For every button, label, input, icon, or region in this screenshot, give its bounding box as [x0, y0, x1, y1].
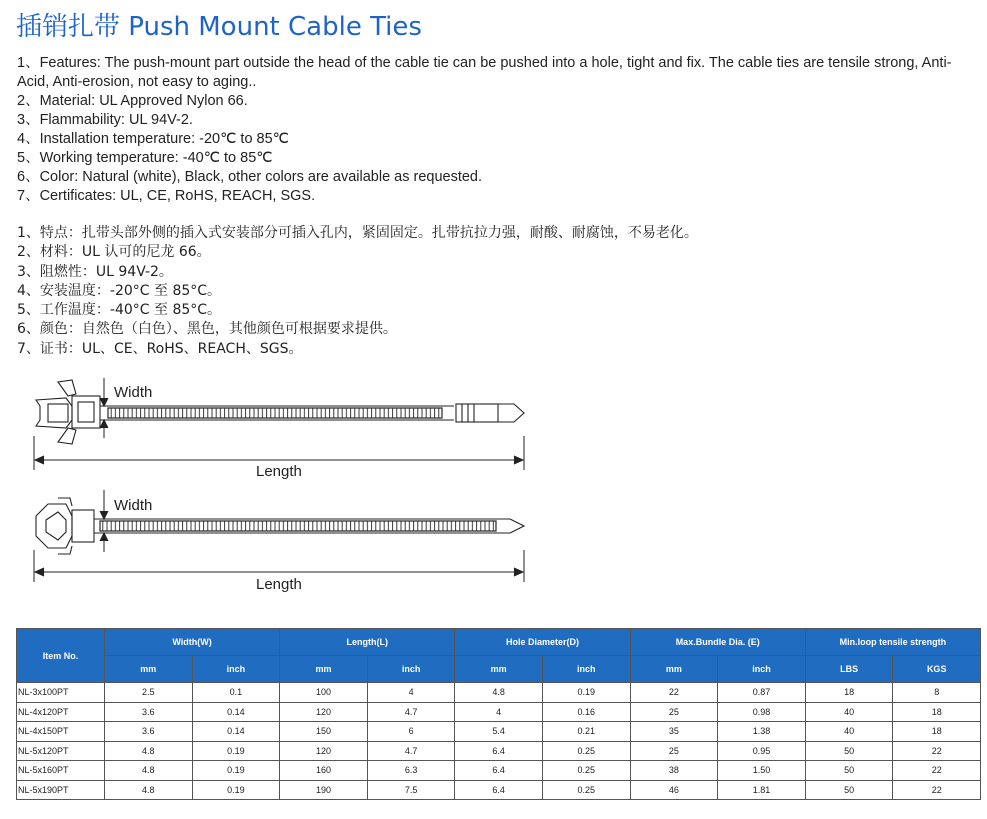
table-header-row [17, 629, 981, 656]
header-unit: KGS [893, 656, 981, 683]
table-cell: 0.1 [192, 683, 280, 703]
table-cell: 0.19 [192, 761, 280, 781]
cable-tie-2-drawing [36, 498, 524, 554]
table-cell: 0.21 [542, 722, 630, 742]
table-cell: 4 [367, 683, 455, 703]
table-cell: 0.19 [192, 741, 280, 761]
item-no-cell: NL-5x190PT [17, 780, 105, 800]
table-cell: 50 [805, 761, 893, 781]
header-unit: inch [542, 656, 630, 683]
table-cell: 6.4 [455, 761, 543, 781]
header-unit: mm [455, 656, 543, 683]
header-unit: inch [192, 656, 280, 683]
table-cell: 4.7 [367, 741, 455, 761]
table-row [17, 780, 981, 800]
table-cell: 1.50 [718, 761, 806, 781]
features-cn-list [17, 224, 972, 359]
table-row [17, 761, 981, 781]
table-cell: 150 [280, 722, 368, 742]
table-cell: 0.25 [542, 761, 630, 781]
feature-cn-item: 6、颜色：自然色（白色）、黑色，其他颜色可根据要求提供。 [17, 321, 397, 338]
table-cell: 35 [630, 722, 718, 742]
table-cell: 46 [630, 780, 718, 800]
table-cell: 38 [630, 761, 718, 781]
table-cell: 4.7 [367, 702, 455, 722]
table-cell: 50 [805, 741, 893, 761]
specs-table [16, 628, 981, 800]
feature-en-item: 6、Color: Natural (white), Black, other colors are available as requested. [17, 169, 483, 185]
header-unit: LBS [805, 656, 893, 683]
feature-en-item: 5、Working temperature: -40℃ to 85℃ [17, 150, 273, 166]
feature-cn-item: 1、特点：扎带头部外侧的插入式安装部分可插入孔内，紧固固定。扎带抗拉力强，耐酸、耐腐蚀，不易老化。 [17, 225, 698, 241]
width-label-1: Width [114, 384, 153, 401]
table-cell: 3.6 [105, 702, 193, 722]
cable-tie-diagram [0, 370, 560, 610]
feature-en-item: 3、Flammability: UL 94V-2. [17, 112, 193, 128]
header-tensile-strength: Min.loop tensile strength [805, 629, 980, 656]
table-cell: 4.8 [455, 683, 543, 703]
table-cell: 22 [893, 780, 981, 800]
feature-en-item: 2、Material: UL Approved Nylon 66. [17, 93, 248, 109]
item-no-cell: NL-5x120PT [17, 741, 105, 761]
feature-cn-item: 4、安装温度：-20°C 至 85°C。 [17, 282, 222, 299]
feature-en-item: 1、Features: The push-mount part outside the head of the cable tie can be pushed into a hole, tight and fix. The cable ties are tensile strong, Anti-Acid, Anti-erosion, not easy to aging.. [17, 55, 952, 90]
header-length: Length(L) [280, 629, 455, 656]
table-cell: 4 [455, 702, 543, 722]
table-cell: 0.14 [192, 722, 280, 742]
table-unit-row [17, 656, 981, 683]
table-cell: 4.8 [105, 780, 193, 800]
table-cell: 100 [280, 683, 368, 703]
length-label-2: Length [256, 576, 302, 593]
table-cell: 40 [805, 702, 893, 722]
item-no-cell: NL-4x120PT [17, 702, 105, 722]
table-cell: 0.25 [542, 741, 630, 761]
feature-en-item: 4、Installation temperature: -20℃ to 85℃ [17, 131, 289, 147]
item-no-cell: NL-3x100PT [17, 683, 105, 703]
table-cell: 5.4 [455, 722, 543, 742]
table-cell: 0.14 [192, 702, 280, 722]
table-cell: 0.25 [542, 780, 630, 800]
table-cell: 0.95 [718, 741, 806, 761]
table-cell: 1.81 [718, 780, 806, 800]
table-cell: 0.87 [718, 683, 806, 703]
header-unit: mm [105, 656, 193, 683]
table-cell: 25 [630, 702, 718, 722]
feature-cn-item: 5、工作温度：-40°C 至 85°C。 [17, 302, 222, 319]
table-cell: 7.5 [367, 780, 455, 800]
table-cell: 18 [805, 683, 893, 703]
item-no-cell: NL-4x150PT [17, 722, 105, 742]
table-cell: 120 [280, 741, 368, 761]
header-max-bundle: Max.Bundle Dia. (E) [630, 629, 805, 656]
width-dimension-1 [100, 378, 108, 438]
item-no-cell: NL-5x160PT [17, 761, 105, 781]
page-title: 插销扎带 Push Mount Cable Ties [16, 12, 422, 42]
table-cell: 22 [893, 761, 981, 781]
table-cell: 0.19 [542, 683, 630, 703]
table-cell: 6.4 [455, 780, 543, 800]
table-cell: 190 [280, 780, 368, 800]
table-cell: 8 [893, 683, 981, 703]
feature-cn-item: 2、材料：UL 认可的尼龙 66。 [17, 244, 211, 261]
table-cell: 18 [893, 722, 981, 742]
table-cell: 50 [805, 780, 893, 800]
table-cell: 120 [280, 702, 368, 722]
table-cell: 18 [893, 702, 981, 722]
cable-tie-1-drawing [36, 380, 524, 444]
table-cell: 0.19 [192, 780, 280, 800]
table-cell: 3.6 [105, 722, 193, 742]
header-item-no: Item No. [17, 629, 105, 683]
header-unit: inch [718, 656, 806, 683]
table-cell: 22 [630, 683, 718, 703]
table-cell: 25 [630, 741, 718, 761]
table-cell: 0.98 [718, 702, 806, 722]
table-cell: 22 [893, 741, 981, 761]
header-hole-diameter: Hole Diameter(D) [455, 629, 630, 656]
table-cell: 2.5 [105, 683, 193, 703]
features-en-list [17, 54, 972, 206]
header-unit: inch [367, 656, 455, 683]
header-width: Width(W) [105, 629, 280, 656]
length-label-1: Length [256, 463, 302, 480]
table-cell: 6 [367, 722, 455, 742]
table-row [17, 683, 981, 703]
header-unit: mm [630, 656, 718, 683]
table-row [17, 722, 981, 742]
table-cell: 160 [280, 761, 368, 781]
header-unit: mm [280, 656, 368, 683]
table-cell: 6.3 [367, 761, 455, 781]
table-cell: 0.16 [542, 702, 630, 722]
table-cell: 1.38 [718, 722, 806, 742]
table-row [17, 702, 981, 722]
table-cell: 4.8 [105, 761, 193, 781]
feature-cn-item: 7、证书：UL、CE、RoHS、REACH、SGS。 [17, 340, 303, 357]
table-cell: 40 [805, 722, 893, 742]
table-row [17, 741, 981, 761]
feature-en-item: 7、Certificates: UL, CE, RoHS, REACH, SGS. [17, 188, 316, 204]
table-cell: 4.8 [105, 741, 193, 761]
table-cell: 6.4 [455, 741, 543, 761]
width-label-2: Width [114, 497, 153, 514]
feature-cn-item: 3、阻燃性：UL 94V-2。 [17, 263, 173, 280]
